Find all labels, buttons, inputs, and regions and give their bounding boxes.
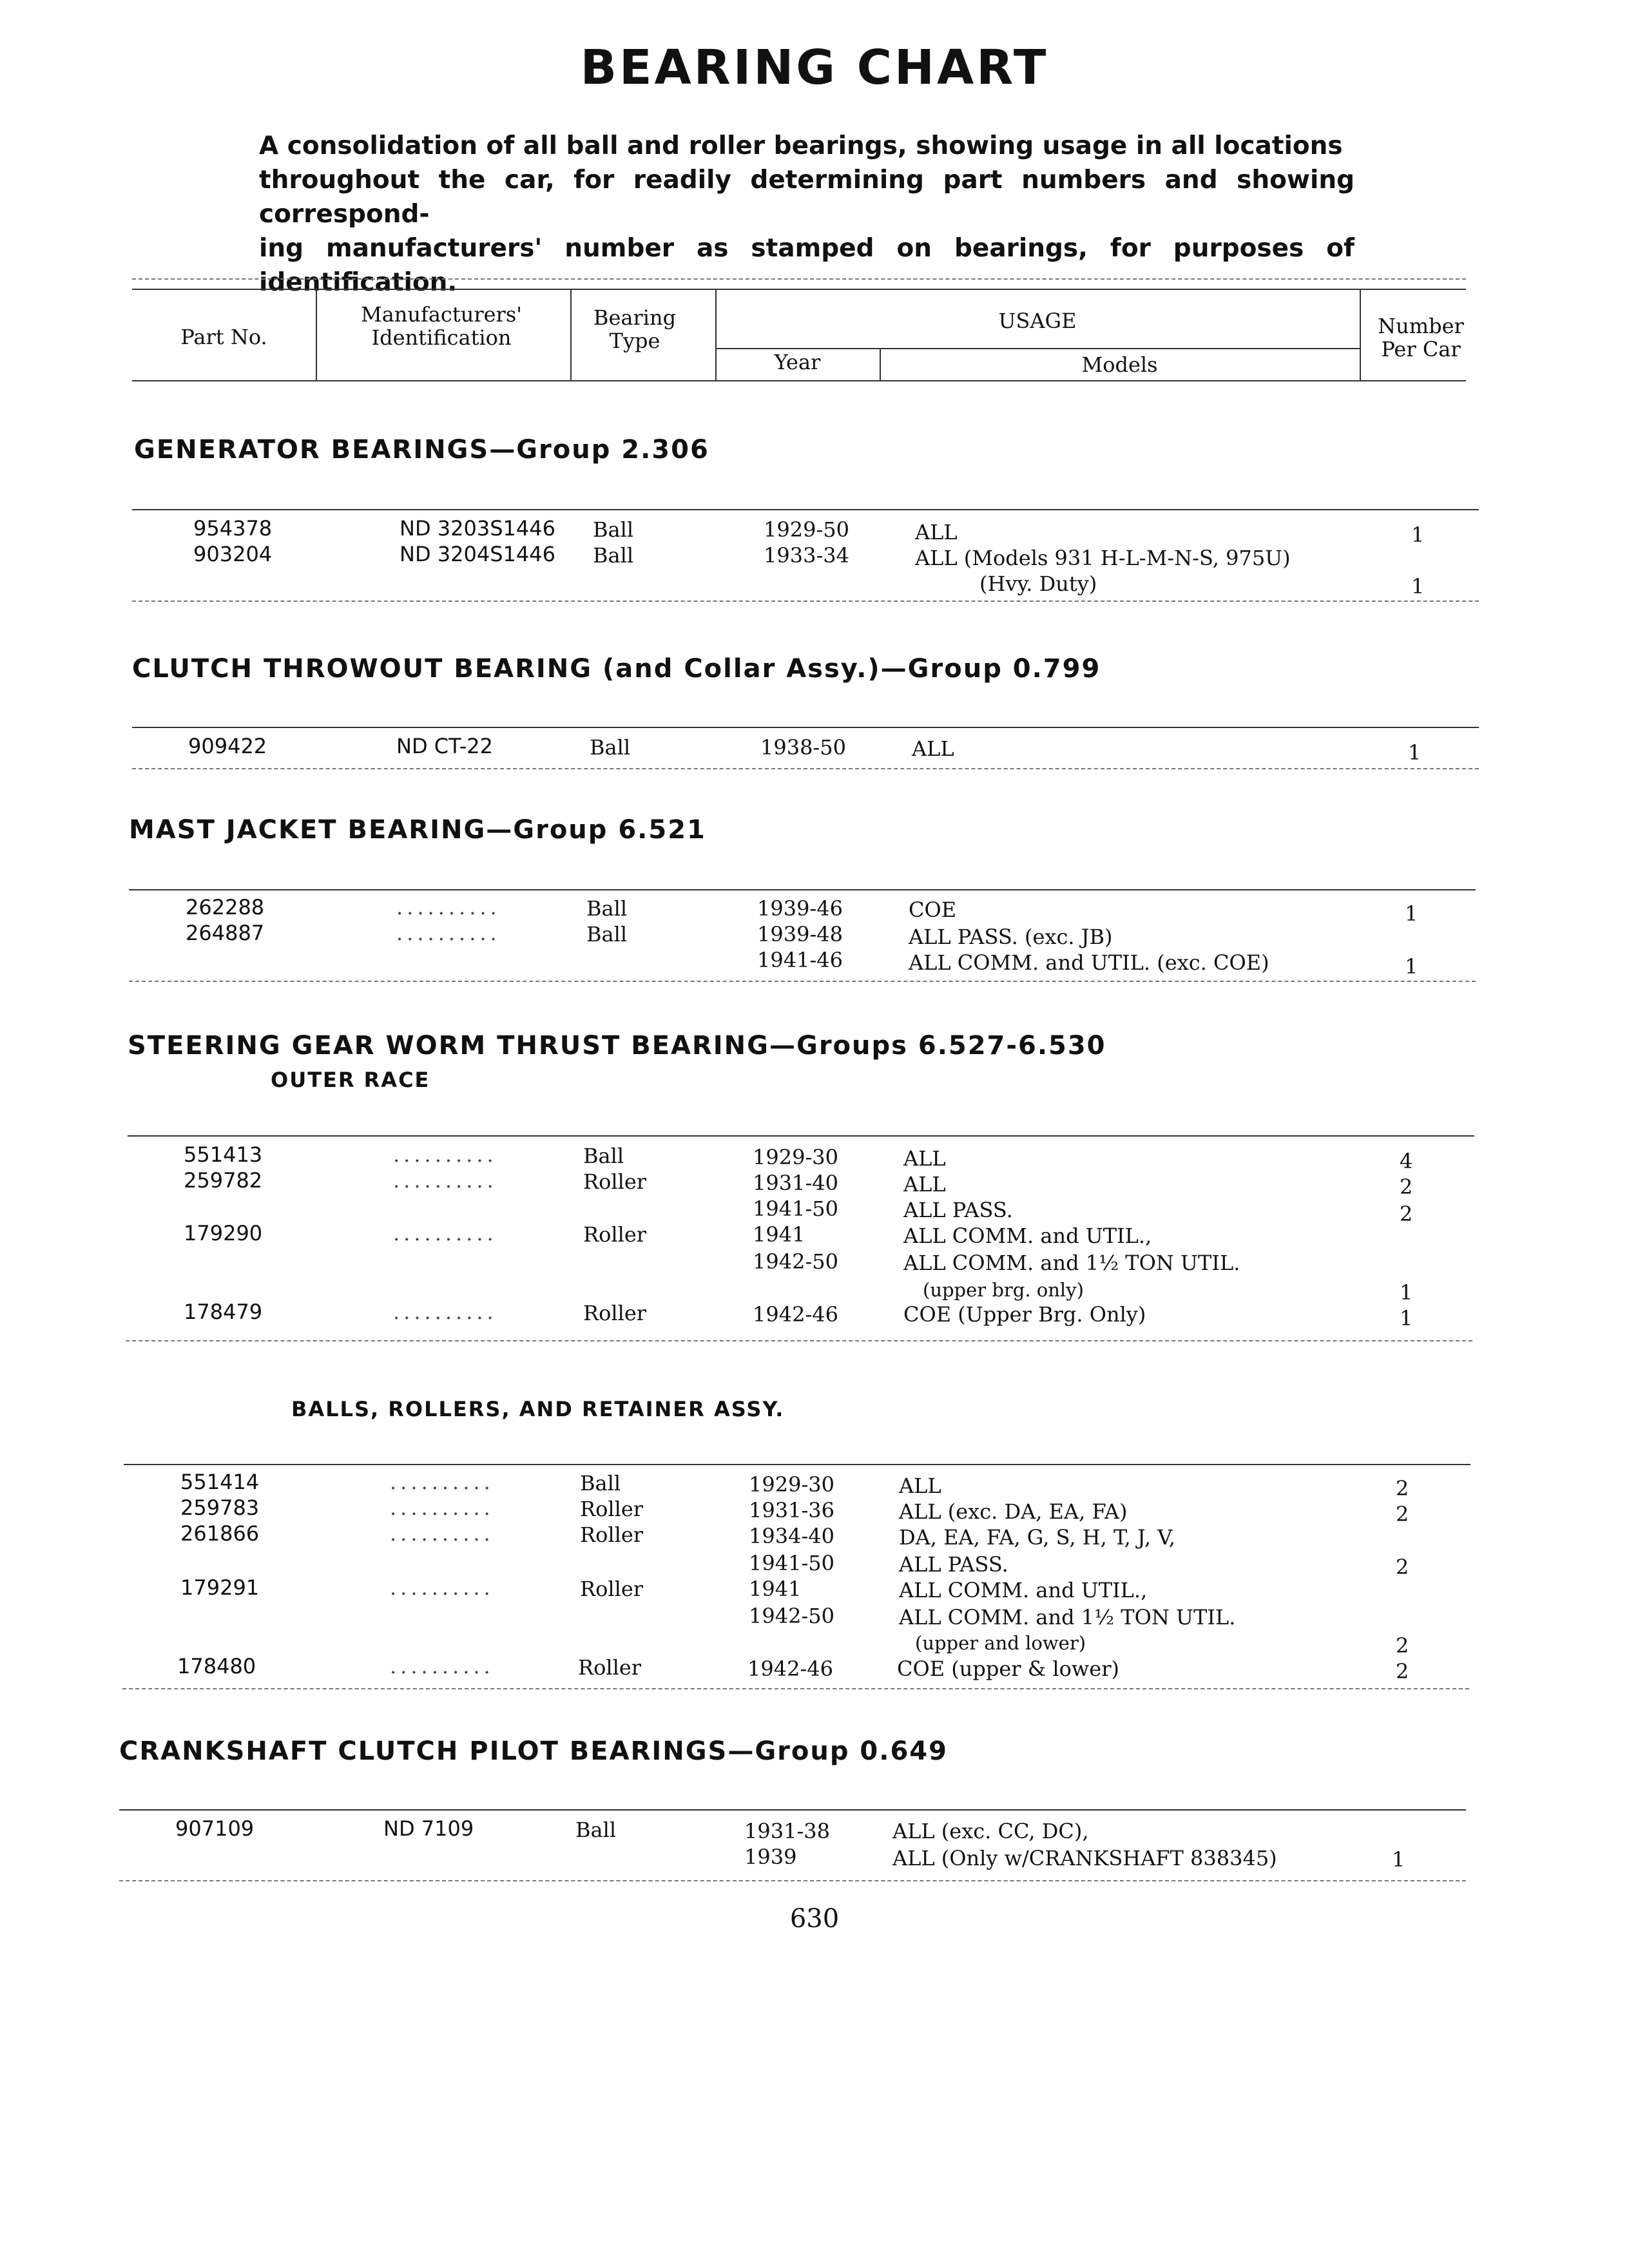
usage-year: 1938-50 bbox=[760, 735, 846, 760]
number-per-car: 2 bbox=[1396, 1555, 1409, 1579]
section-subtitle: OUTER RACE bbox=[271, 1068, 430, 1092]
bearing-type: Roller bbox=[580, 1523, 644, 1547]
bearing-type: Ball bbox=[593, 543, 634, 568]
manufacturer-id: .......... bbox=[393, 1168, 497, 1193]
usage-year: 1942-46 bbox=[747, 1657, 833, 1681]
header-top-rule bbox=[132, 278, 1466, 280]
section-rule bbox=[132, 727, 1479, 728]
number-per-car: 2 bbox=[1396, 1633, 1409, 1658]
number-per-car: 1 bbox=[1405, 954, 1418, 979]
usage-year: 1939-46 bbox=[757, 896, 843, 921]
part-number: 262288 bbox=[186, 895, 265, 919]
section-end-rule bbox=[119, 1880, 1466, 1881]
section-rule bbox=[128, 1135, 1474, 1137]
number-per-car: 2 bbox=[1396, 1659, 1409, 1684]
usage-year: 1939 bbox=[744, 1845, 797, 1869]
usage-year: 1942-46 bbox=[753, 1302, 838, 1327]
part-number: 261866 bbox=[180, 1521, 260, 1546]
page-title: BEARING CHART bbox=[580, 40, 1049, 95]
usage-models: ALL PASS. bbox=[899, 1552, 1008, 1577]
usage-models: ALL (Models 931 H-L-M-N-S, 975U) bbox=[915, 546, 1291, 570]
number-per-car: 1 bbox=[1411, 523, 1425, 547]
part-number: 178480 bbox=[177, 1654, 256, 1678]
part-number: 179291 bbox=[180, 1575, 260, 1600]
usage-year: 1939-48 bbox=[757, 922, 843, 947]
manufacturer-id: .......... bbox=[393, 1300, 497, 1324]
number-per-car: 2 bbox=[1396, 1502, 1409, 1526]
part-number: 551413 bbox=[184, 1142, 263, 1167]
section-title: GENERATOR BEARINGS—Group 2.306 bbox=[134, 435, 709, 465]
column-divider bbox=[570, 289, 572, 380]
number-per-car: 1 bbox=[1392, 1847, 1405, 1872]
number-per-car: 1 bbox=[1400, 1280, 1413, 1305]
usage-models: COE (Upper Brg. Only) bbox=[903, 1302, 1146, 1327]
usage-year: 1931-36 bbox=[749, 1498, 834, 1523]
manufacturer-id: ND 3204S1446 bbox=[400, 542, 555, 566]
usage-models: ALL COMM. and 1½ TON UTIL. bbox=[899, 1605, 1236, 1629]
section-end-rule bbox=[132, 601, 1479, 602]
usage-models: ALL COMM. and UTIL., bbox=[903, 1224, 1152, 1248]
section-end-rule bbox=[122, 1688, 1469, 1689]
part-number: 259782 bbox=[184, 1168, 263, 1193]
usage-models: ALL bbox=[903, 1146, 946, 1171]
part-number: 264887 bbox=[186, 921, 265, 945]
usage-models: ALL bbox=[899, 1474, 941, 1498]
section-title: STEERING GEAR WORM THRUST BEARING—Groups 6.527-6.530 bbox=[128, 1031, 1106, 1061]
intro-line: throughout the car, for readily determining part numbers and showing correspond- bbox=[259, 166, 1354, 229]
column-year: Year bbox=[774, 350, 821, 374]
section-subtitle: BALLS, ROLLERS, AND RETAINER ASSY. bbox=[291, 1397, 785, 1421]
bearing-type: Ball bbox=[575, 1818, 617, 1842]
bearing-type: Roller bbox=[583, 1169, 647, 1194]
usage-models: ALL COMM. and UTIL., bbox=[899, 1578, 1148, 1602]
usage-models: (upper and lower) bbox=[915, 1632, 1086, 1654]
section-title: CLUTCH THROWOUT BEARING (and Collar Assy.)—Group 0.799 bbox=[132, 654, 1101, 684]
usage-models: ALL bbox=[912, 736, 954, 761]
usage-year: 1942-50 bbox=[749, 1604, 834, 1628]
column-number-per-car: Number Per Car bbox=[1378, 314, 1464, 361]
column-manufacturers-id: Manufacturers' Identification bbox=[360, 302, 523, 350]
number-per-car: 2 bbox=[1400, 1175, 1413, 1199]
manufacturer-id: .......... bbox=[390, 1470, 494, 1494]
manufacturer-id: .......... bbox=[390, 1654, 494, 1678]
intro-line: A consolidation of all ball and roller bearings, showing usage in all locations bbox=[259, 131, 1343, 160]
bearing-type: Ball bbox=[586, 922, 628, 947]
section-end-rule bbox=[129, 981, 1476, 982]
usage-models: ALL COMM. and 1½ TON UTIL. bbox=[903, 1251, 1240, 1275]
usage-models: ALL (exc. DA, EA, FA) bbox=[899, 1499, 1128, 1524]
number-per-car: 1 bbox=[1405, 901, 1418, 926]
usage-models: ALL PASS. bbox=[903, 1198, 1013, 1222]
usage-year: 1929-30 bbox=[749, 1472, 834, 1497]
header-top-rule-2 bbox=[132, 289, 1466, 290]
usage-year: 1941-50 bbox=[749, 1551, 834, 1575]
part-number: 179290 bbox=[184, 1221, 263, 1245]
section-rule bbox=[129, 889, 1476, 890]
column-bearing-type: Bearing Type bbox=[593, 305, 677, 353]
intro-paragraph bbox=[259, 129, 1354, 300]
section-rule bbox=[132, 509, 1479, 510]
usage-models: DA, EA, FA, G, S, H, T, J, V, bbox=[899, 1525, 1175, 1550]
usage-models: ALL bbox=[915, 520, 958, 544]
number-per-car: 1 bbox=[1400, 1306, 1413, 1331]
usage-year: 1933-34 bbox=[764, 543, 849, 568]
number-per-car: 1 bbox=[1408, 740, 1422, 765]
section-end-rule bbox=[126, 1340, 1472, 1341]
bearing-type: Ball bbox=[580, 1471, 621, 1495]
usage-year: 1929-50 bbox=[764, 517, 849, 542]
column-part-no: Part No. bbox=[180, 325, 267, 349]
usage-divider-rule bbox=[715, 348, 1360, 349]
usage-year: 1931-38 bbox=[744, 1819, 830, 1843]
manufacturer-id: .......... bbox=[396, 895, 501, 919]
manufacturer-id: .......... bbox=[390, 1495, 494, 1520]
usage-models: (upper brg. only) bbox=[923, 1279, 1084, 1301]
part-number: 259783 bbox=[180, 1495, 260, 1520]
bearing-type: Ball bbox=[583, 1144, 624, 1168]
usage-models: ALL bbox=[903, 1172, 946, 1196]
manufacturer-id: .......... bbox=[393, 1142, 497, 1167]
number-per-car: 1 bbox=[1411, 574, 1425, 599]
manufacturer-id: ND 7109 bbox=[383, 1816, 474, 1841]
bearing-type: Roller bbox=[583, 1222, 647, 1247]
header-bottom-rule bbox=[132, 380, 1466, 381]
part-number: 909422 bbox=[188, 734, 267, 758]
number-per-car: 4 bbox=[1400, 1149, 1413, 1173]
usage-models: ALL (Only w/CRANKSHAFT 838345) bbox=[892, 1846, 1277, 1870]
usage-year: 1942-50 bbox=[753, 1249, 838, 1274]
manufacturer-id: .......... bbox=[390, 1521, 494, 1546]
manufacturer-id: ND 3203S1446 bbox=[400, 516, 555, 541]
usage-models: (Hvy. Duty) bbox=[979, 572, 1097, 596]
number-per-car: 2 bbox=[1400, 1202, 1413, 1226]
bearing-type: Ball bbox=[590, 735, 631, 760]
manufacturer-id: .......... bbox=[393, 1221, 497, 1245]
usage-models: COE bbox=[909, 898, 957, 922]
usage-year: 1941 bbox=[749, 1577, 802, 1601]
section-rule bbox=[124, 1464, 1470, 1465]
usage-models: ALL PASS. (exc. JB) bbox=[909, 925, 1113, 949]
column-models: Models bbox=[1081, 352, 1158, 377]
usage-models: ALL (exc. CC, DC), bbox=[892, 1819, 1089, 1843]
bearing-type: Ball bbox=[593, 517, 634, 542]
part-number: 907109 bbox=[175, 1816, 255, 1841]
bearing-type: Roller bbox=[583, 1301, 647, 1325]
bearing-type: Roller bbox=[580, 1497, 644, 1521]
usage-year: 1941-46 bbox=[757, 948, 843, 972]
bearing-type: Ball bbox=[586, 896, 628, 921]
page-number: 630 bbox=[789, 1904, 840, 1934]
section-rule bbox=[119, 1809, 1466, 1811]
manufacturer-id: .......... bbox=[396, 921, 501, 945]
section-end-rule bbox=[132, 768, 1479, 769]
manufacturer-id: ND CT-22 bbox=[396, 734, 493, 758]
intro-line: ing manufacturers' number as stamped on bearings, for purposes of identification. bbox=[259, 234, 1354, 297]
number-per-car: 2 bbox=[1396, 1476, 1409, 1501]
part-number: 903204 bbox=[193, 542, 273, 566]
usage-year: 1931-40 bbox=[753, 1171, 838, 1195]
part-number: 954378 bbox=[193, 516, 273, 541]
usage-year: 1941-50 bbox=[753, 1196, 838, 1221]
usage-models: ALL COMM. and UTIL. (exc. COE) bbox=[909, 950, 1269, 975]
usage-year: 1934-40 bbox=[749, 1524, 834, 1548]
bearing-type: Roller bbox=[578, 1655, 642, 1680]
usage-models: COE (upper & lower) bbox=[897, 1657, 1119, 1681]
part-number: 551414 bbox=[180, 1470, 260, 1494]
column-usage: USAGE bbox=[998, 309, 1077, 333]
manufacturer-id: .......... bbox=[390, 1575, 494, 1600]
usage-year: 1929-30 bbox=[753, 1145, 838, 1169]
usage-year: 1941 bbox=[753, 1222, 805, 1247]
section-title: CRANKSHAFT CLUTCH PILOT BEARINGS—Group 0.649 bbox=[119, 1736, 948, 1766]
part-number: 178479 bbox=[184, 1300, 263, 1324]
column-divider bbox=[316, 289, 317, 380]
bearing-type: Roller bbox=[580, 1577, 644, 1601]
column-divider bbox=[1360, 289, 1361, 380]
section-title: MAST JACKET BEARING—Group 6.521 bbox=[129, 815, 706, 845]
